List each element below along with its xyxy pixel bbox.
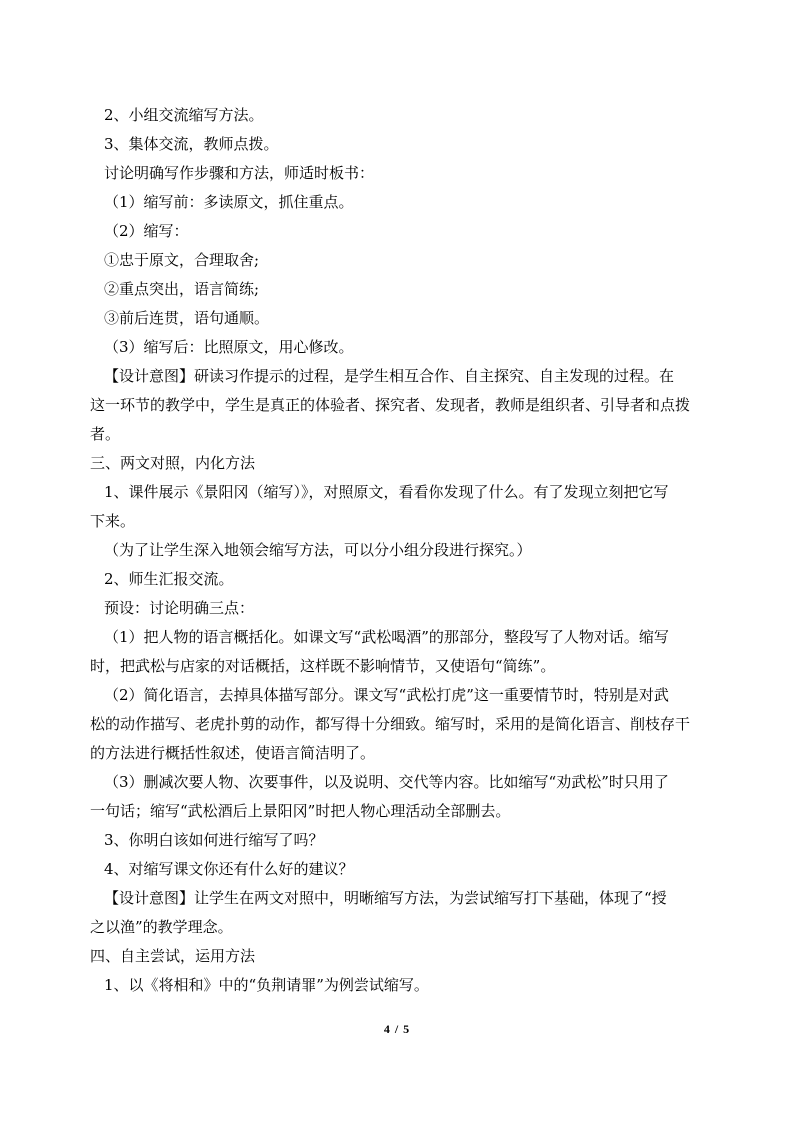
paragraph-line: 一句话；缩写“武松酒后上景阳冈”时把人物心理活动全部删去。 (90, 802, 511, 820)
document-body (90, 101, 720, 1000)
paragraph-line: 时，把武松与店家的对话概括，这样既不影响情节，又使语句“简练”。 (90, 657, 556, 675)
paragraph-line: 2、师生汇报交流。 (104, 570, 234, 588)
paragraph-line: 1、课件展示《景阳冈（缩写）》，对照原文，看看你发现了什么。有了发现立刻把它写 (104, 483, 669, 501)
paragraph-line: ①忠于原文，合理取舍; (104, 251, 260, 269)
paragraph-line: 3、你明白该如何进行缩写了吗？ (104, 831, 324, 849)
paragraph-line: 预设：讨论明确三点： (104, 599, 255, 617)
paragraph-line: ②重点突出，语言简练; (104, 280, 260, 298)
paragraph-line: （1）把人物的语言概括化。如课文写“武松喝酒”的那部分，整段写了人物对话。缩写 (104, 628, 669, 646)
paragraph-line: （3）删减次要人物、次要事件，以及说明、交代等内容。比如缩写“劝武松”时只用了 (104, 773, 669, 791)
paragraph-line: 1、以《将相和》中的“负荆请罪”为例尝试缩写。 (104, 976, 429, 994)
paragraph-line: （为了让学生深入地领会缩写方法，可以分小组分段进行探究。） (104, 541, 532, 559)
section-heading: 三、两文对照，内化方法 (90, 454, 256, 472)
paragraph-line: 者。 (90, 425, 121, 443)
paragraph-line: 这一环节的教学中，学生是真正的体验者、探究者、发现者，教师是组织者、引导者和点拨 (90, 396, 691, 414)
page-number: 4 / 5 (383, 1022, 411, 1036)
paragraph-line: 讨论明确写作步骤和方法，师适时板书： (104, 164, 375, 182)
paragraph-line: 之以渔”的教学理念。 (90, 918, 233, 936)
paragraph-line: （1）缩写前：多读原文，抓住重点。 (104, 193, 354, 211)
design-intent-paragraph: 【设计意图】研读习作提示的过程，是学生相互合作、自主探究、自主发现的过程。在 (104, 367, 675, 385)
design-intent-paragraph: 【设计意图】让学生在两文对照中，明晰缩写方法，为尝试缩写打下基础，体现了“授 (104, 889, 667, 907)
section-heading: 四、自主尝试，运用方法 (90, 947, 256, 965)
paragraph-line: 下来。 (90, 512, 136, 530)
paragraph-line: （3）缩写后：比照原文，用心修改。 (104, 338, 354, 356)
paragraph-line: 松的动作描写、老虎扑剪的动作，都写得十分细致。缩写时，采用的是简化语言、削枝存干 (90, 715, 691, 733)
paragraph-line: 4、对缩写课文你还有什么好的建议？ (104, 860, 354, 878)
paragraph-line: （2）缩写： (104, 222, 189, 240)
paragraph-line: 3、集体交流，教师点拨。 (104, 135, 279, 153)
paragraph-line: 的方法进行概括性叙述，使语言简洁明了。 (90, 744, 376, 762)
paragraph-line: ③前后连贯，语句通顺。 (104, 309, 270, 327)
paragraph-line: 2、小组交流缩写方法。 (104, 106, 264, 124)
paragraph-line: （2）简化语言，去掉具体描写部分。课文写“武松打虎”这一重要情节时，特别是对武 (104, 686, 669, 704)
